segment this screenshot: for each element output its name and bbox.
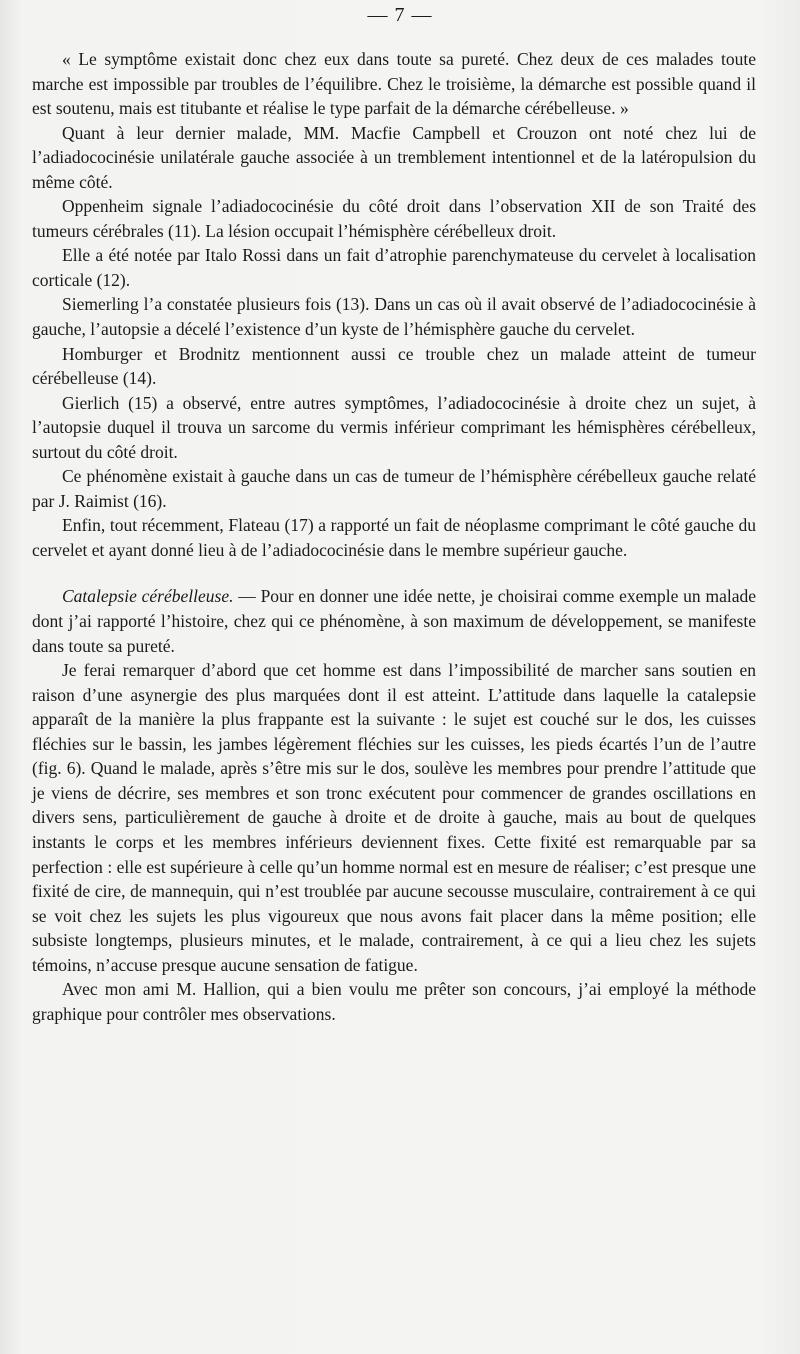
paragraph: Avec mon ami M. Hallion, qui a bien voulu me prêter son concours, j’ai employé la méthode graphique pour contrôler mes observations.	[32, 979, 756, 1024]
paragraph: Homburger et Brodnitz mentionnent aussi ce trouble chez un malade atteint de tumeur cérébelleuse (14).	[32, 343, 756, 389]
section-lead-title: Catalepsie cérébelleuse.	[62, 586, 234, 607]
paragraph: Quant à leur dernier malade, MM. Macfie Campbell et Crouzon ont noté chez lui de l’adiadococinésie unilatérale gauche associée à un tremblement intentionnel et de la latéropulsion du même côté.	[32, 122, 756, 192]
paragraph: Elle a été notée par Italo Rossi dans un fait d’atrophie parenchymateuse du cervelet à localisation corticale (12).	[32, 245, 756, 290]
paragraph: Oppenheim signale l’adiadococinésie du côté droit dans l’observation XII de son Traité des tumeurs cérébrales (11). La lésion occupait l’hémisphère cérébelleux droit.	[32, 196, 756, 241]
section-paragraph	[32, 584, 756, 658]
paragraph: « Le symptôme existait donc chez eux dans toute sa pureté. Chez deux de ces malades toute marche est impossible par troubles de l’équilibre. Chez le troisième, la démarche est possible quand il est soutenu, mais est titubante et réalise le type parfait de la démarche cérébelleuse. »	[32, 49, 756, 119]
paragraph: Ce phénomène existait à gauche dans un cas de tumeur de l’hémisphère cérébelleux gauche relaté par J. Raimist (16).	[32, 466, 756, 511]
section-lead-text: — Pour en donner une idée nette, je choisirai comme exemple un malade dont j’ai rapporté l’histoire, chez qui ce phénomène, à son maximum de développement, se manifeste dans toute sa pureté.	[32, 586, 756, 656]
paragraph: Je ferai remarquer d’abord que cet homme est dans l’impossibilité de marcher sans soutien en raison d’une asynergie des plus marquées dont il est atteint. L’attitude dans laquelle la catalepsie apparaît de la manière la plus frappante est la suivante : le sujet est couché sur le dos, les cuisses fléchies sur le bassin, les jambes légèrement fléchies sur les cuisses, les pieds écartés l’un de l’autre (fig. 6). Quand le malade, après s’être mis sur le dos, soulève les membres pour prendre l’attitude que je viens de décrire, ses membres et son tronc exécutent pour commencer de grandes oscillations en divers sens, particulièrement de gauche à droite et de droite à gauche, mais au bout de quelques instants le corps et les membres inférieurs deviennent fixes. Cette fixité est remarquable par sa perfection : elle est supérieure à celle qu’un homme normal est en mesure de réaliser; c’est presque une fixité de cire, de mannequin, qui n’est troublée par aucune secousse musculaire, contrairement à ce qui se voit chez les sujets les plus vigoureux que nous avons fait placer dans la même position; elle subsiste longtemps, plusieurs minutes, et le malade, contrairement, à ce qui a lieu chez les sujets témoins, n’accuse presque aucune sensation de fatigue.	[32, 660, 756, 975]
body-text	[32, 47, 756, 1026]
paragraph: Enfin, tout récemment, Flateau (17) a rapporté un fait de néoplasme comprimant le côté gauche du cervelet et ayant donné lieu à de l’adiadococinésie dans le membre supérieur gauche.	[32, 515, 756, 560]
paragraph: Gierlich (15) a observé, entre autres symptômes, l’adiadococinésie à droite chez un sujet, à l’autopsie duquel il trouva un sarcome du vermis inférieur comprimant les hémisphères cérébelleux, surtout du côté droit.	[32, 392, 756, 462]
paragraph: Siemerling l’a constatée plusieurs fois (13). Dans un cas où il avait observé de l’adiadococinésie à gauche, l’autopsie a décelé l’existence d’un kyste de l’hémisphère gauche du cervelet.	[32, 294, 756, 340]
page-number: — 7 —	[367, 4, 433, 26]
